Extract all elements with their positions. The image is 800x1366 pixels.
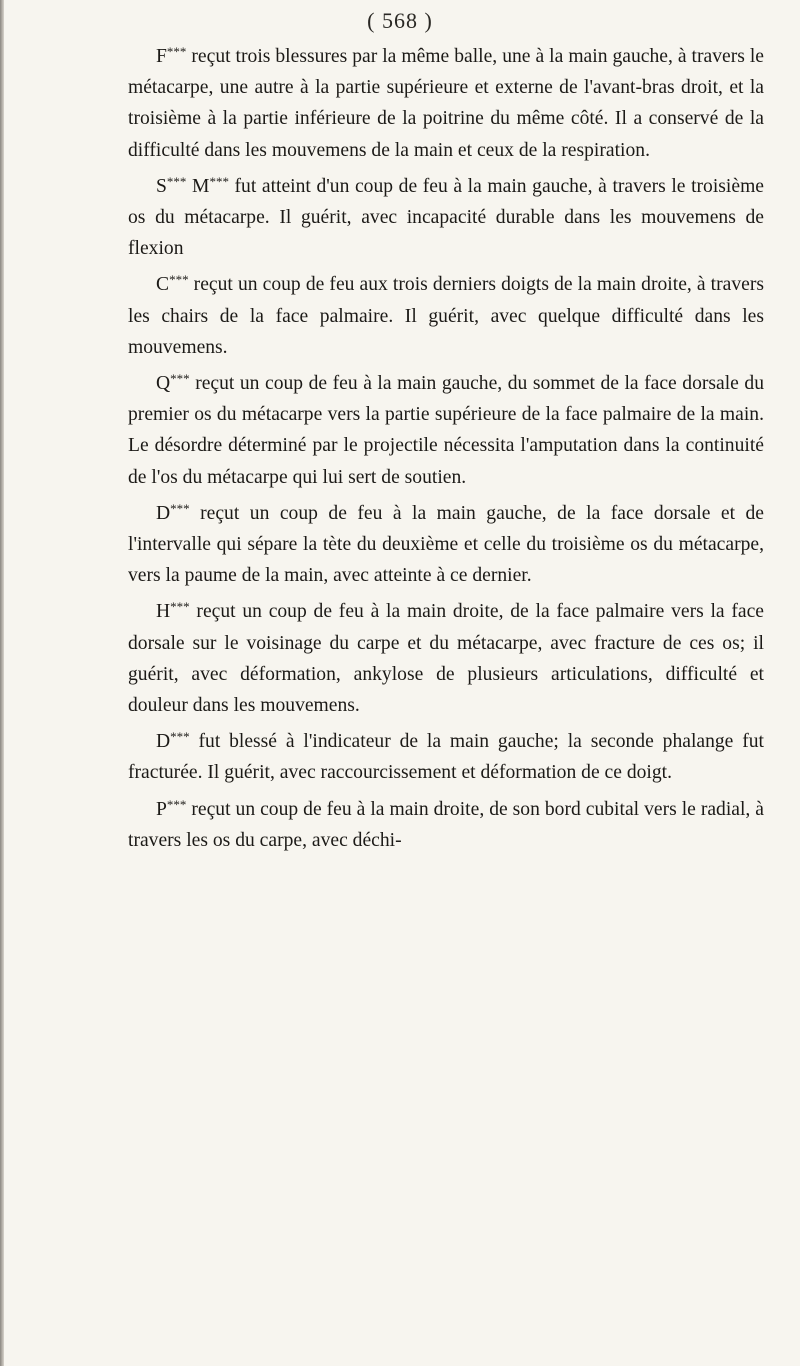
anonymization-stars: *** xyxy=(170,599,190,615)
paragraph-s-m xyxy=(128,166,764,265)
patient-initial-second: M xyxy=(186,175,210,197)
patient-initial: S xyxy=(156,175,167,197)
paragraph-text: reçut un coup de feu à la main droite, de la face palmaire vers la face dorsale sur le voisinage du carpe et du métacarpe, avec fracture de ces os; il guérit, avec déformation, ankylose de plusieurs articulations, difficulté et douleur dans les mouvemens. xyxy=(128,601,764,717)
paragraph-text: fut atteint d'un coup de feu à la main gauche, à travers le troisième os du métacarpe. Il guérit, avec incapacité durable dans les mouvemens de flexion xyxy=(128,175,765,260)
paragraph-c xyxy=(128,264,764,363)
anonymization-stars: *** xyxy=(166,44,187,59)
paragraph-text: reçut un coup de feu à la main droite, de son bord cubital vers le radial, à travers les os du carpe, avec déchi- xyxy=(128,798,764,851)
paragraph-p xyxy=(128,789,764,856)
paragraph-d-first xyxy=(128,493,764,592)
patient-initial: H xyxy=(156,601,171,623)
paragraph-f xyxy=(128,36,764,166)
page-edge-shadow xyxy=(0,0,4,1366)
paragraph-h xyxy=(128,591,764,721)
paragraph-text: reçut un coup de feu à la main gauche, de la face dorsale et de l'intervalle qui sépare la tète du deuxième et celle du troisième os du métacarpe, vers la paume de la main, avec atteinte à ce dernier. xyxy=(128,502,764,587)
patient-initial: Q xyxy=(156,373,171,395)
paragraph-q xyxy=(128,363,764,493)
body-text xyxy=(128,36,764,856)
anonymization-stars-second: *** xyxy=(209,173,229,189)
page-number: ( 568 ) xyxy=(367,8,433,33)
anonymization-stars: *** xyxy=(166,796,187,812)
patient-initial: F xyxy=(156,46,167,67)
patient-initial: C xyxy=(156,274,170,296)
patient-initial: P xyxy=(156,798,167,820)
anonymization-stars: *** xyxy=(170,500,190,516)
paragraph-d-second xyxy=(128,721,764,788)
paragraph-text: reçut un coup de feu aux trois derniers doigts de la main droite, à travers les chairs de la face palmaire. Il guérit, avec quelque difficulté dans les mouvemens. xyxy=(128,274,764,358)
paragraph-text: reçut trois blessures par la même balle, une à la main gauche, à travers le métacarpe, une autre à la partie supérieure et externe de l'avant-bras droit, et la troisième à la partie inférieure de la poitrine du même côté. Il a conservé de la difficulté dans les mouvemens de la main et ceux de la respiration. xyxy=(128,46,764,161)
anonymization-stars: *** xyxy=(170,729,190,745)
patient-initial: D xyxy=(156,502,171,524)
patient-initial: D xyxy=(156,731,171,753)
paragraph-text: fut blessé à l'indicateur de la main gauche; la seconde phalange fut fracturée. Il guérit, avec raccourcissement et déformation de ce doigt. xyxy=(128,731,764,784)
anonymization-stars: *** xyxy=(170,371,190,387)
anonymization-stars: *** xyxy=(166,173,187,189)
paragraph-text: reçut un coup de feu à la main gauche, du sommet de la face dorsale du premier os du métacarpe vers la partie supérieure de la face palmaire de la main. Le désordre déterminé par le projectile nécessita l'amputation dans la continuité de l'os du métacarpe qui lui sert de soutien. xyxy=(128,373,764,488)
anonymization-stars: *** xyxy=(169,272,189,288)
